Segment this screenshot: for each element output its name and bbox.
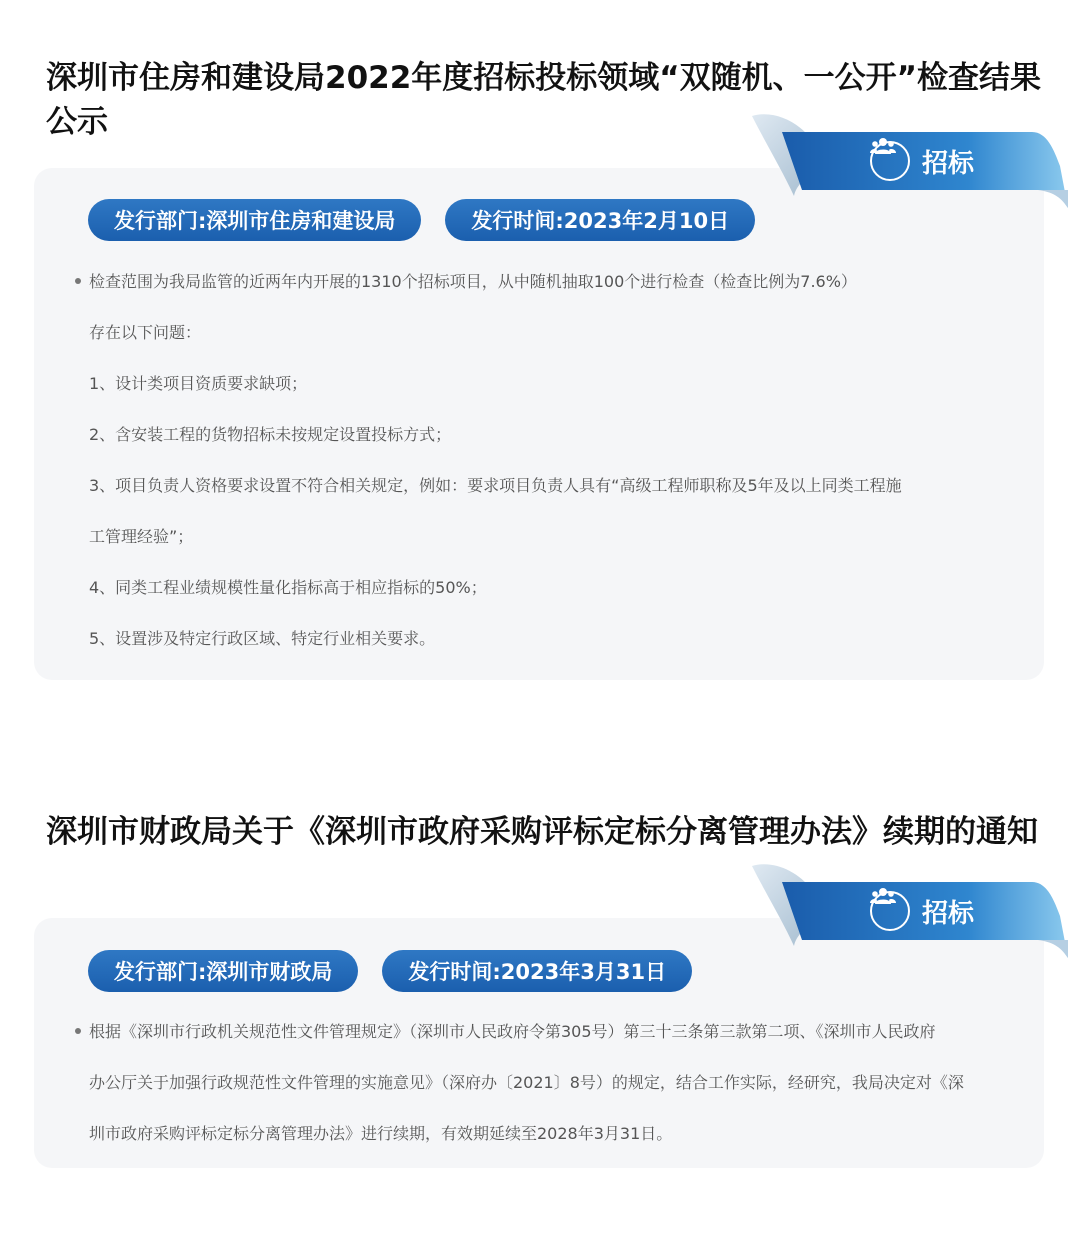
article-2 [0,790,1080,1190]
article-title[interactable]: 深圳市住房和建设局2022年度招标投标领域“双随机、一公开”检查结果 公示 [46,60,1042,140]
date-badge: 发行时间:2023年2月10日 [445,199,755,241]
article-body [70,1006,1010,1159]
users-icon [870,891,910,931]
article-title[interactable]: 深圳市财政局关于《深圳市政府采购评标定标分离管理办法》续期的通知 [46,814,1038,850]
date-badge: 发行时间:2023年3月31日 [382,950,692,992]
bullet-dot [75,278,81,284]
category-tag-label: 招标 [922,148,975,179]
category-tag-label: 招标 [922,898,975,929]
department-badge: 发行部门:深圳市财政局 [88,950,358,992]
category-ribbon[interactable] [742,110,1072,210]
article-paragraph: 根据《深圳市行政机关规范性文件管理规定》（深圳市人民政府令第305号）第三十三条第三款第二项、《深圳市人民政府 办公厅关于加强行政规范性文件管理的实施意见》（深府办〔2021〕8号）的规定，结合工作实际，经研究，我局决定对《深 圳市政府采购评标定标分离管理办法》进行续期，有效期延续至2028年3月31日。 [70,1006,1010,1159]
bullet-dot [75,1028,81,1034]
department-badge: 发行部门:深圳市住房和建设局 [88,199,421,241]
users-icon [870,141,910,181]
article-paragraph: 检查范围为我局监管的近两年内开展的1310个招标项目，从中随机抽取100个进行检查（检查比例为7.6%） 存在以下问题： 1、设计类项目资质要求缺项； 2、含安装工程的货物招标未按规定设置投标方式； 3、项目负责人资格要求设置不符合相关规定，例如：要求项目负责人具有“高级工程师职称及5年及以上同类工程施 工管理经验”； 4、同类工程业绩规模性量化指标高于相应指标的50%； 5、设置涉及特定行政区域、特定行业相关要求。 [70,256,1010,664]
category-ribbon[interactable] [742,860,1072,960]
article-body [70,256,1010,664]
